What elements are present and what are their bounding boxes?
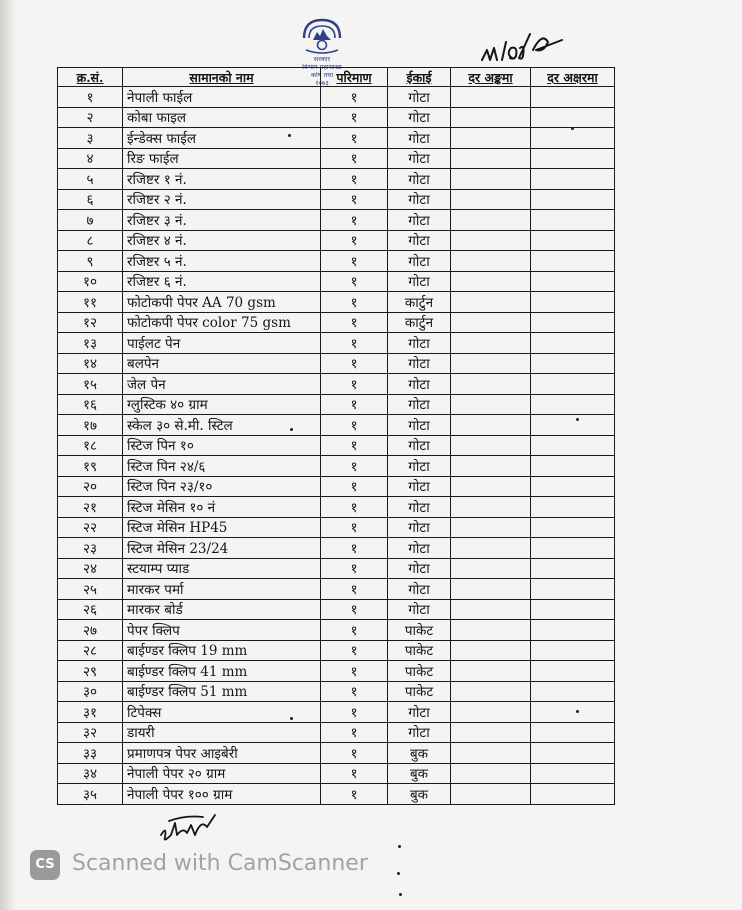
row-item-name: बाईण्डर क्लिप 41 mm xyxy=(123,661,321,682)
table-row xyxy=(58,497,615,518)
row-rate-figures xyxy=(451,456,531,477)
row-unit: बुक xyxy=(388,763,451,784)
row-quantity: १ xyxy=(321,702,388,723)
row-rate-figures xyxy=(451,763,531,784)
row-quantity: १ xyxy=(321,271,388,292)
row-item-name: बलपेन xyxy=(123,353,321,374)
header-rate-figures: दर अङ्कमा xyxy=(451,68,531,87)
row-unit: बुक xyxy=(388,784,451,805)
row-rate-figures xyxy=(451,722,531,743)
table-header-row xyxy=(58,68,615,87)
table-row xyxy=(58,210,615,231)
row-rate-words xyxy=(531,333,615,354)
row-rate-figures xyxy=(451,394,531,415)
table-row xyxy=(58,312,615,333)
row-quantity: १ xyxy=(321,743,388,764)
ink-speck xyxy=(399,893,402,896)
ink-speck xyxy=(290,717,293,720)
camscanner-watermark-text: Scanned with CamScanner xyxy=(72,851,368,876)
row-quantity: १ xyxy=(321,722,388,743)
row-item-name: रिङ फाईल xyxy=(123,148,321,169)
row-rate-words xyxy=(531,148,615,169)
row-rate-words xyxy=(531,292,615,313)
row-quantity: १ xyxy=(321,784,388,805)
table-row xyxy=(58,353,615,374)
seal-text-line-2: विभाग महाशाखा xyxy=(302,64,342,71)
table-row xyxy=(58,251,615,272)
row-rate-figures xyxy=(451,497,531,518)
row-rate-words xyxy=(531,722,615,743)
row-serial: १ xyxy=(58,87,123,108)
row-serial: २६ xyxy=(58,599,123,620)
row-rate-figures xyxy=(451,599,531,620)
row-rate-figures xyxy=(451,661,531,682)
row-rate-figures xyxy=(451,251,531,272)
table-row xyxy=(58,517,615,538)
row-unit: गोटा xyxy=(388,558,451,579)
signature-bottom-mark xyxy=(155,805,225,845)
row-item-name: टिपेक्स xyxy=(123,702,321,723)
row-rate-figures xyxy=(451,189,531,210)
row-quantity: १ xyxy=(321,128,388,149)
header-serial: क्र.सं. xyxy=(58,68,123,87)
row-unit: गोटा xyxy=(388,128,451,149)
row-rate-words xyxy=(531,763,615,784)
row-serial: १५ xyxy=(58,374,123,395)
table-row xyxy=(58,189,615,210)
table-row xyxy=(58,722,615,743)
table-row xyxy=(58,558,615,579)
row-rate-words xyxy=(531,681,615,702)
row-rate-figures xyxy=(451,681,531,702)
row-unit: गोटा xyxy=(388,394,451,415)
row-quantity: १ xyxy=(321,333,388,354)
row-quantity: १ xyxy=(321,558,388,579)
row-unit: गोटा xyxy=(388,702,451,723)
row-item-name: स्टिज पिन १० xyxy=(123,435,321,456)
row-rate-figures xyxy=(451,271,531,292)
row-item-name: नेपाली पेपर २० ग्राम xyxy=(123,763,321,784)
row-serial: २७ xyxy=(58,620,123,641)
header-rate-words: दर अक्षरमा xyxy=(531,68,615,87)
row-rate-words xyxy=(531,353,615,374)
row-item-name: स्टयाम्प प्याड xyxy=(123,558,321,579)
row-unit: गोटा xyxy=(388,435,451,456)
row-rate-words xyxy=(531,435,615,456)
table-row xyxy=(58,538,615,559)
row-quantity: १ xyxy=(321,169,388,190)
row-serial: १८ xyxy=(58,435,123,456)
row-unit: गोटा xyxy=(388,210,451,231)
row-serial: ११ xyxy=(58,292,123,313)
row-unit: पाकेट xyxy=(388,681,451,702)
row-serial: ७ xyxy=(58,210,123,231)
row-quantity: १ xyxy=(321,517,388,538)
row-unit: गोटा xyxy=(388,189,451,210)
row-rate-words xyxy=(531,312,615,333)
row-item-name: रजिष्टर ४ नं. xyxy=(123,230,321,251)
row-unit: गोटा xyxy=(388,169,451,190)
row-item-name: रजिष्टर ६ नं. xyxy=(123,271,321,292)
row-rate-words xyxy=(531,558,615,579)
row-unit: गोटा xyxy=(388,538,451,559)
row-serial: ३२ xyxy=(58,722,123,743)
row-serial: ३५ xyxy=(58,784,123,805)
row-rate-words xyxy=(531,599,615,620)
row-rate-figures xyxy=(451,538,531,559)
row-item-name: बाईण्डर क्लिप 51 mm xyxy=(123,681,321,702)
table-row xyxy=(58,333,615,354)
row-unit: कार्टुन xyxy=(388,312,451,333)
row-rate-figures xyxy=(451,333,531,354)
table-row xyxy=(58,271,615,292)
row-quantity: १ xyxy=(321,87,388,108)
header-quantity: परिमाण xyxy=(321,68,388,87)
row-unit: पाकेट xyxy=(388,640,451,661)
row-item-name: कोबा फाइल xyxy=(123,107,321,128)
row-rate-words xyxy=(531,394,615,415)
row-unit: कार्टुन xyxy=(388,292,451,313)
row-unit: गोटा xyxy=(388,517,451,538)
row-item-name: डायरी xyxy=(123,722,321,743)
row-rate-words xyxy=(531,189,615,210)
row-item-name: मारकर पर्मा xyxy=(123,579,321,600)
row-item-name: रजिष्टर २ नं. xyxy=(123,189,321,210)
row-unit: गोटा xyxy=(388,476,451,497)
row-serial: २० xyxy=(58,476,123,497)
table-row xyxy=(58,599,615,620)
row-quantity: १ xyxy=(321,579,388,600)
row-serial: ३४ xyxy=(58,763,123,784)
row-item-name: पेपर क्लिप xyxy=(123,620,321,641)
table-row xyxy=(58,456,615,477)
table-row xyxy=(58,169,615,190)
row-rate-words xyxy=(531,497,615,518)
row-rate-figures xyxy=(451,128,531,149)
row-rate-figures xyxy=(451,640,531,661)
row-rate-figures xyxy=(451,292,531,313)
row-serial: २ xyxy=(58,107,123,128)
row-quantity: १ xyxy=(321,210,388,231)
row-unit: गोटा xyxy=(388,599,451,620)
row-rate-figures xyxy=(451,210,531,231)
row-unit: गोटा xyxy=(388,230,451,251)
row-serial: २८ xyxy=(58,640,123,661)
row-rate-figures xyxy=(451,169,531,190)
row-rate-words xyxy=(531,210,615,231)
row-item-name: बाईण्डर क्लिप 19 mm xyxy=(123,640,321,661)
row-item-name: ग्लुस्टिक ४० ग्राम xyxy=(123,394,321,415)
row-rate-figures xyxy=(451,579,531,600)
row-item-name: स्टिज मेसिन HP45 xyxy=(123,517,321,538)
row-quantity: १ xyxy=(321,681,388,702)
ink-speck xyxy=(288,134,291,137)
table-row xyxy=(58,743,615,764)
row-item-name: स्टिज पिन २३/१० xyxy=(123,476,321,497)
row-serial: ५ xyxy=(58,169,123,190)
table-row xyxy=(58,620,615,641)
row-quantity: १ xyxy=(321,189,388,210)
row-quantity: १ xyxy=(321,312,388,333)
row-rate-figures xyxy=(451,353,531,374)
table-row xyxy=(58,763,615,784)
row-serial: ३१ xyxy=(58,702,123,723)
row-unit: गोटा xyxy=(388,333,451,354)
table-row xyxy=(58,784,615,805)
camscanner-logo-icon: CS xyxy=(30,850,60,880)
row-serial: ९ xyxy=(58,251,123,272)
table-row xyxy=(58,87,615,108)
row-rate-figures xyxy=(451,107,531,128)
row-serial: १० xyxy=(58,271,123,292)
row-rate-words xyxy=(531,538,615,559)
row-serial: १६ xyxy=(58,394,123,415)
row-unit: पाकेट xyxy=(388,661,451,682)
row-unit: गोटा xyxy=(388,251,451,272)
row-item-name: स्टिज मेसिन 23/24 xyxy=(123,538,321,559)
row-quantity: १ xyxy=(321,435,388,456)
row-rate-figures xyxy=(451,148,531,169)
row-rate-figures xyxy=(451,702,531,723)
row-serial: ३० xyxy=(58,681,123,702)
table-row xyxy=(58,394,615,415)
row-item-name: स्टिज मेसिन १० नं xyxy=(123,497,321,518)
table-row xyxy=(58,661,615,682)
row-unit: बुक xyxy=(388,743,451,764)
row-rate-words xyxy=(531,702,615,723)
row-item-name: प्रमाणपत्र पेपर आइबेरी xyxy=(123,743,321,764)
row-quantity: १ xyxy=(321,476,388,497)
ink-speck xyxy=(398,845,401,848)
row-serial: २४ xyxy=(58,558,123,579)
row-unit: गोटा xyxy=(388,353,451,374)
row-serial: ३ xyxy=(58,128,123,149)
row-serial: २१ xyxy=(58,497,123,518)
row-item-name: स्टिज पिन २४/६ xyxy=(123,456,321,477)
header-unit: ईकाई xyxy=(388,68,451,87)
row-quantity: १ xyxy=(321,763,388,784)
table-row xyxy=(58,292,615,313)
row-item-name: जेल पेन xyxy=(123,374,321,395)
row-quantity: १ xyxy=(321,251,388,272)
row-serial: १७ xyxy=(58,415,123,436)
table-row xyxy=(58,476,615,497)
row-item-name: नेपाली फाईल xyxy=(123,87,321,108)
seal-text-line-4: २०७३ xyxy=(315,80,329,87)
row-rate-words xyxy=(531,169,615,190)
row-quantity: १ xyxy=(321,538,388,559)
row-rate-words xyxy=(531,517,615,538)
row-quantity: १ xyxy=(321,394,388,415)
signature-top-mark xyxy=(478,26,568,70)
row-serial: ३३ xyxy=(58,743,123,764)
scan-edge-shadow xyxy=(0,0,16,910)
row-unit: गोटा xyxy=(388,107,451,128)
row-item-name: रजिष्टर ३ नं. xyxy=(123,210,321,231)
row-unit: गोटा xyxy=(388,579,451,600)
table-row xyxy=(58,640,615,661)
row-unit: गोटा xyxy=(388,456,451,477)
row-rate-figures xyxy=(451,374,531,395)
header-item-name: सामानको नाम xyxy=(123,68,321,87)
row-item-name: पाईलट पेन xyxy=(123,333,321,354)
ink-speck xyxy=(397,872,400,875)
row-rate-words xyxy=(531,230,615,251)
table-row xyxy=(58,148,615,169)
row-unit: गोटा xyxy=(388,87,451,108)
row-rate-figures xyxy=(451,620,531,641)
row-unit: पाकेट xyxy=(388,620,451,641)
row-rate-figures xyxy=(451,476,531,497)
row-quantity: १ xyxy=(321,148,388,169)
row-serial: ४ xyxy=(58,148,123,169)
row-rate-figures xyxy=(451,415,531,436)
row-rate-words xyxy=(531,87,615,108)
row-serial: २५ xyxy=(58,579,123,600)
row-rate-figures xyxy=(451,517,531,538)
row-rate-words xyxy=(531,476,615,497)
row-item-name: नेपाली पेपर १०० ग्राम xyxy=(123,784,321,805)
row-quantity: १ xyxy=(321,374,388,395)
row-serial: १३ xyxy=(58,333,123,354)
row-serial: २९ xyxy=(58,661,123,682)
row-rate-figures xyxy=(451,743,531,764)
emblem-icon xyxy=(300,16,344,56)
table-row xyxy=(58,374,615,395)
row-quantity: १ xyxy=(321,640,388,661)
seal-text-line-3: कोष तथा xyxy=(310,72,334,79)
row-item-name: ईन्डेक्स फाईल xyxy=(123,128,321,149)
row-item-name: रजिष्टर १ नं. xyxy=(123,169,321,190)
row-unit: गोटा xyxy=(388,374,451,395)
table-row xyxy=(58,681,615,702)
row-serial: १९ xyxy=(58,456,123,477)
table-row xyxy=(58,230,615,251)
row-item-name: फोटोकपी पेपर AA 70 gsm xyxy=(123,292,321,313)
row-quantity: १ xyxy=(321,497,388,518)
row-rate-words xyxy=(531,456,615,477)
row-rate-figures xyxy=(451,558,531,579)
row-rate-words xyxy=(531,620,615,641)
table-row xyxy=(58,107,615,128)
ink-speck xyxy=(576,710,579,713)
table-row xyxy=(58,702,615,723)
row-quantity: १ xyxy=(321,107,388,128)
row-item-name: फोटोकपी पेपर color 75 gsm xyxy=(123,312,321,333)
ink-speck xyxy=(290,428,293,431)
row-rate-figures xyxy=(451,230,531,251)
row-serial: १४ xyxy=(58,353,123,374)
row-rate-words xyxy=(531,784,615,805)
row-rate-figures xyxy=(451,312,531,333)
row-serial: २३ xyxy=(58,538,123,559)
row-rate-words xyxy=(531,128,615,149)
row-rate-words xyxy=(531,271,615,292)
row-rate-words xyxy=(531,415,615,436)
table-row xyxy=(58,435,615,456)
row-serial: १२ xyxy=(58,312,123,333)
row-quantity: १ xyxy=(321,292,388,313)
row-quantity: १ xyxy=(321,456,388,477)
row-rate-words xyxy=(531,251,615,272)
row-item-name: मारकर बोर्ड xyxy=(123,599,321,620)
row-serial: ८ xyxy=(58,230,123,251)
seal-text-line-1: सरकार xyxy=(313,56,331,63)
row-unit: गोटा xyxy=(388,148,451,169)
row-rate-words xyxy=(531,640,615,661)
row-unit: गोटा xyxy=(388,271,451,292)
row-unit: गोटा xyxy=(388,497,451,518)
row-unit: गोटा xyxy=(388,415,451,436)
row-item-name: स्केल ३० से.मी. स्टिल xyxy=(123,415,321,436)
row-quantity: १ xyxy=(321,230,388,251)
row-item-name: रजिष्टर ५ नं. xyxy=(123,251,321,272)
quotation-table xyxy=(57,67,615,805)
row-rate-figures xyxy=(451,435,531,456)
row-rate-figures xyxy=(451,784,531,805)
ink-speck xyxy=(571,127,574,130)
table-body xyxy=(58,87,615,805)
row-quantity: १ xyxy=(321,353,388,374)
row-quantity: १ xyxy=(321,620,388,641)
row-rate-words xyxy=(531,743,615,764)
row-rate-words xyxy=(531,107,615,128)
bottom-signature xyxy=(155,805,225,849)
ink-speck xyxy=(576,418,579,421)
row-rate-words xyxy=(531,661,615,682)
row-quantity: १ xyxy=(321,415,388,436)
row-rate-words xyxy=(531,374,615,395)
table-row xyxy=(58,128,615,149)
row-unit: गोटा xyxy=(388,722,451,743)
row-rate-words xyxy=(531,579,615,600)
row-quantity: १ xyxy=(321,661,388,682)
row-serial: ६ xyxy=(58,189,123,210)
row-serial: २२ xyxy=(58,517,123,538)
table-row xyxy=(58,415,615,436)
row-rate-figures xyxy=(451,87,531,108)
row-quantity: १ xyxy=(321,599,388,620)
table-row xyxy=(58,579,615,600)
